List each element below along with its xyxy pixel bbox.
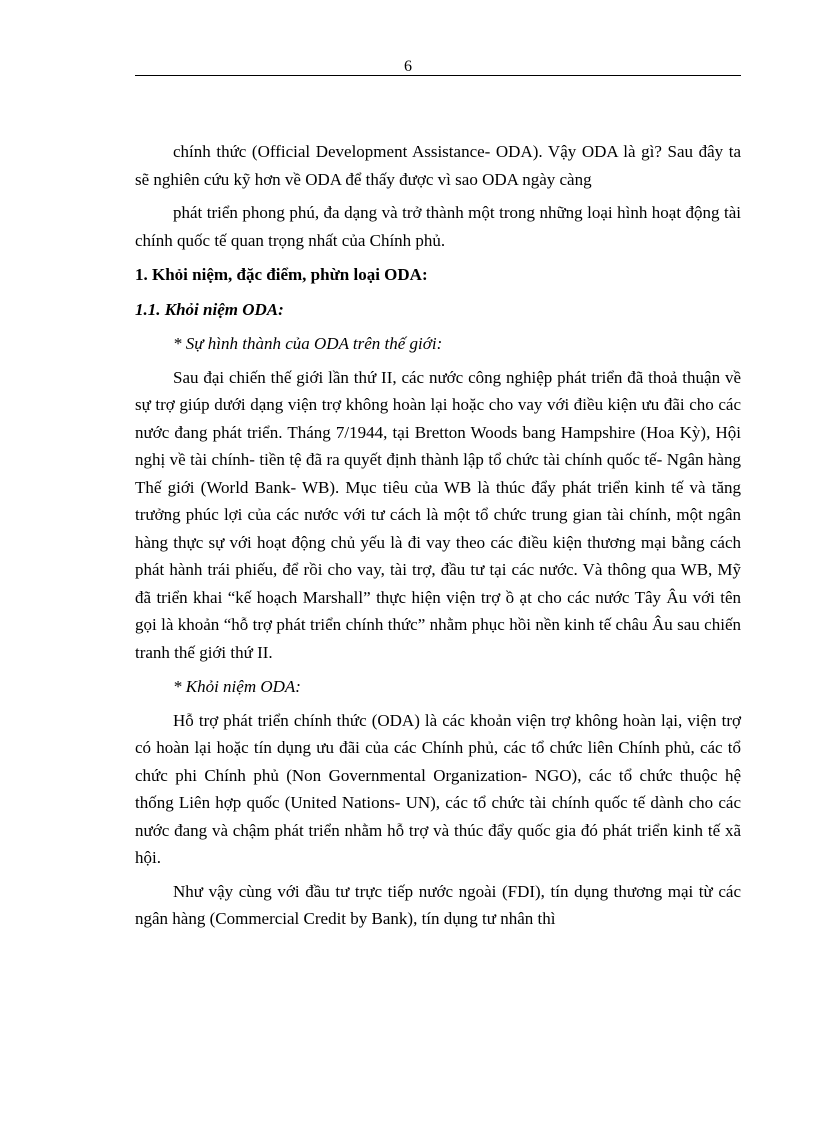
note-formation: * Sự hình thành của ODA trên thế giới: — [173, 334, 443, 353]
paragraph-intro: chính thức (Official Development Assistance- ODA). Vậy ODA là gì? Sau đây ta sẽ nghiên cứu kỹ hơn về ODA để thấy được vì sao ODA ngày càng — [135, 142, 741, 189]
section-heading: 1. Khỏi niệm, đặc điểm, phừn loại ODA: — [135, 265, 428, 284]
paragraph-comparison: Như vậy cùng với đầu tư trực tiếp nước ngoài (FDI), tín dụng thương mại từ các ngân hàng (Commercial Credit by Bank), tín dụng tư nhân thì — [135, 881, 741, 928]
paragraph-history: Sau đại chiến thế giới lần thứ II, các nước công nghiệp phát triển đã thoả thuận về sự trợ giúp dưới dạng viện trợ không hoàn lại hoặc cho vay với điều kiện ưu đãi cho các nước đang phát triển. Tháng 7/1944, tại Bretton Woods bang Hampshire (Hoa Kỳ), Hội nghị về tài chính- tiền tệ đã ra quyết định thành lập tổ chức tài chính quốc tế- Ngân hàng Thế giới (World Bank- WB). Mục tiêu của WB là thúc đẩy phát triển kinh tế và tăng trưởng phúc lợi của các nước với tư cách là một tổ chức trung gian tài chính, một ngân hàng thực sự với hoạt động chủ yếu là đi vay theo các điều kiện thương mại bằng cách phát hành trái phiếu, để rồi cho vay, tài trợ, đầu tư tại các nước. Và thông qua WB, Mỹ đã triển khai “kế hoạch Marshall” thực hiện viện trợ ồ ạt cho các nước Tây Âu với tên gọi là khoản “hỗ trợ phát triển chính thức” nhằm phục hồi nền kinh tế châu Âu sau chiến tranh thế giới thứ II. — [135, 367, 741, 662]
note-definition: * Khỏi niệm ODA: — [173, 677, 301, 696]
paragraph-definition: Hỗ trợ phát triển chính thức (ODA) là các khoản viện trợ không hoàn lại, viện trợ có hoàn lại hoặc tín dụng ưu đãi của các Chính phủ, các tổ chức liên Chính phủ, các tổ chức phi Chính phủ (Non Governmental Organization- NGO), các tổ chức thuộc hệ thống Liên hợp quốc (United Nations- UN), các tổ chức tài chính quốc tế dành cho các nước đang và chậm phát triển nhằm hỗ trợ và thúc đẩy quốc gia đó phát triển kinh tế xã hội. — [135, 710, 741, 867]
page-body — [135, 138, 741, 933]
page-number: 6 — [404, 58, 412, 75]
subsection-heading: 1.1. Khỏi niệm ODA: — [135, 299, 284, 319]
header-rule — [135, 75, 741, 76]
paragraph-oda-development: phát triển phong phú, đa dạng và trở thành một trong những loại hình hoạt động tài chính quốc tế quan trọng nhất của Chính phủ. — [135, 203, 741, 250]
